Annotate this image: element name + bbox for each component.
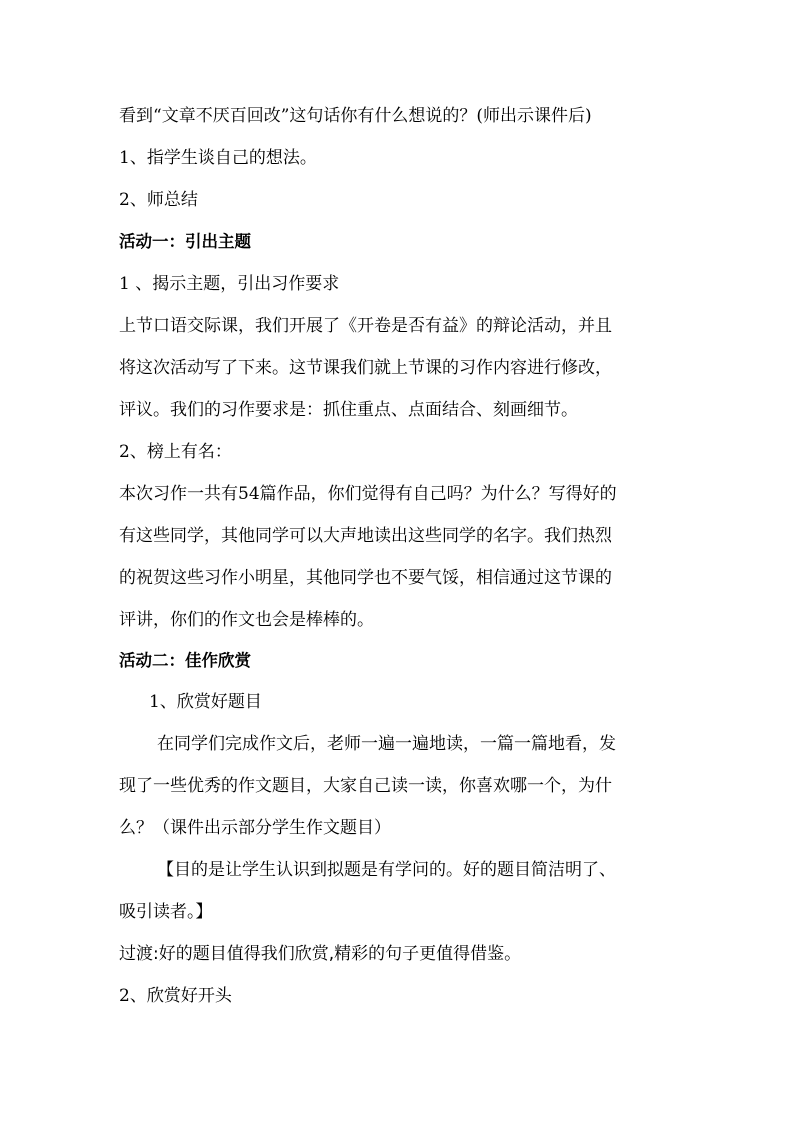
list-item-teacher-summary: 2、师总结 <box>119 190 198 210</box>
paragraph-line: 么？（课件出示部分学生作文题目） <box>119 818 391 838</box>
paragraph-intro-question: 看到“文章不厌百回改”这句话你有什么想说的？(师出示课件后) <box>119 106 592 126</box>
list-item-honor-roll: 2、榜上有名： <box>119 442 232 462</box>
paragraph-line: 【目的是让学生认识到拟题是有学问的。好的题目简洁明了、 <box>157 860 616 880</box>
paragraph-line: 将这次活动写了下来。这节课我们就上节课的习作内容进行修改， <box>119 358 612 378</box>
paragraph-line: 评议。我们的习作要求是：抓住重点、点面结合、刻画细节。 <box>119 400 578 420</box>
list-item-appreciate-titles: 1、欣赏好题目 <box>149 692 262 712</box>
paragraph-line: 吸引读者。】 <box>119 902 213 922</box>
section-heading-activity-one: 活动一：引出主题 <box>119 232 251 251</box>
paragraph-line: 的祝贺这些习作小明星，其他同学也不要气馁，相信通过这节课的 <box>119 568 612 588</box>
list-item-appreciate-openings: 2、欣赏好开头 <box>119 986 232 1006</box>
document-page <box>119 0 679 1123</box>
paragraph-line: 有这些同学，其他同学可以大声地读出这些同学的名字。我们热烈 <box>119 526 612 546</box>
paragraph-line: 现了一些优秀的作文题目，大家自己读一读，你喜欢哪一个，为什 <box>119 776 612 796</box>
paragraph-line: 评讲，你们的作文也会是棒棒的。 <box>119 610 374 630</box>
paragraph-line: 在同学们完成作文后，老师一遍一遍地读，一篇一篇地看，发 <box>157 734 616 754</box>
list-item-reveal-theme: 1 、揭示主题，引出习作要求 <box>119 274 340 294</box>
paragraph-transition: 过渡:好的题目值得我们欣赏,精彩的句子更值得借鉴。 <box>119 944 522 964</box>
section-heading-activity-two: 活动二：佳作欣赏 <box>119 651 251 670</box>
list-item-student-ideas: 1、指学生谈自己的想法。 <box>119 148 317 168</box>
paragraph-line: 上节口语交际课，我们开展了《开卷是否有益》的辩论活动，并且 <box>119 316 612 336</box>
paragraph-line: 本次习作一共有54篇作品，你们觉得有自己吗？为什么？写得好的 <box>119 484 617 504</box>
